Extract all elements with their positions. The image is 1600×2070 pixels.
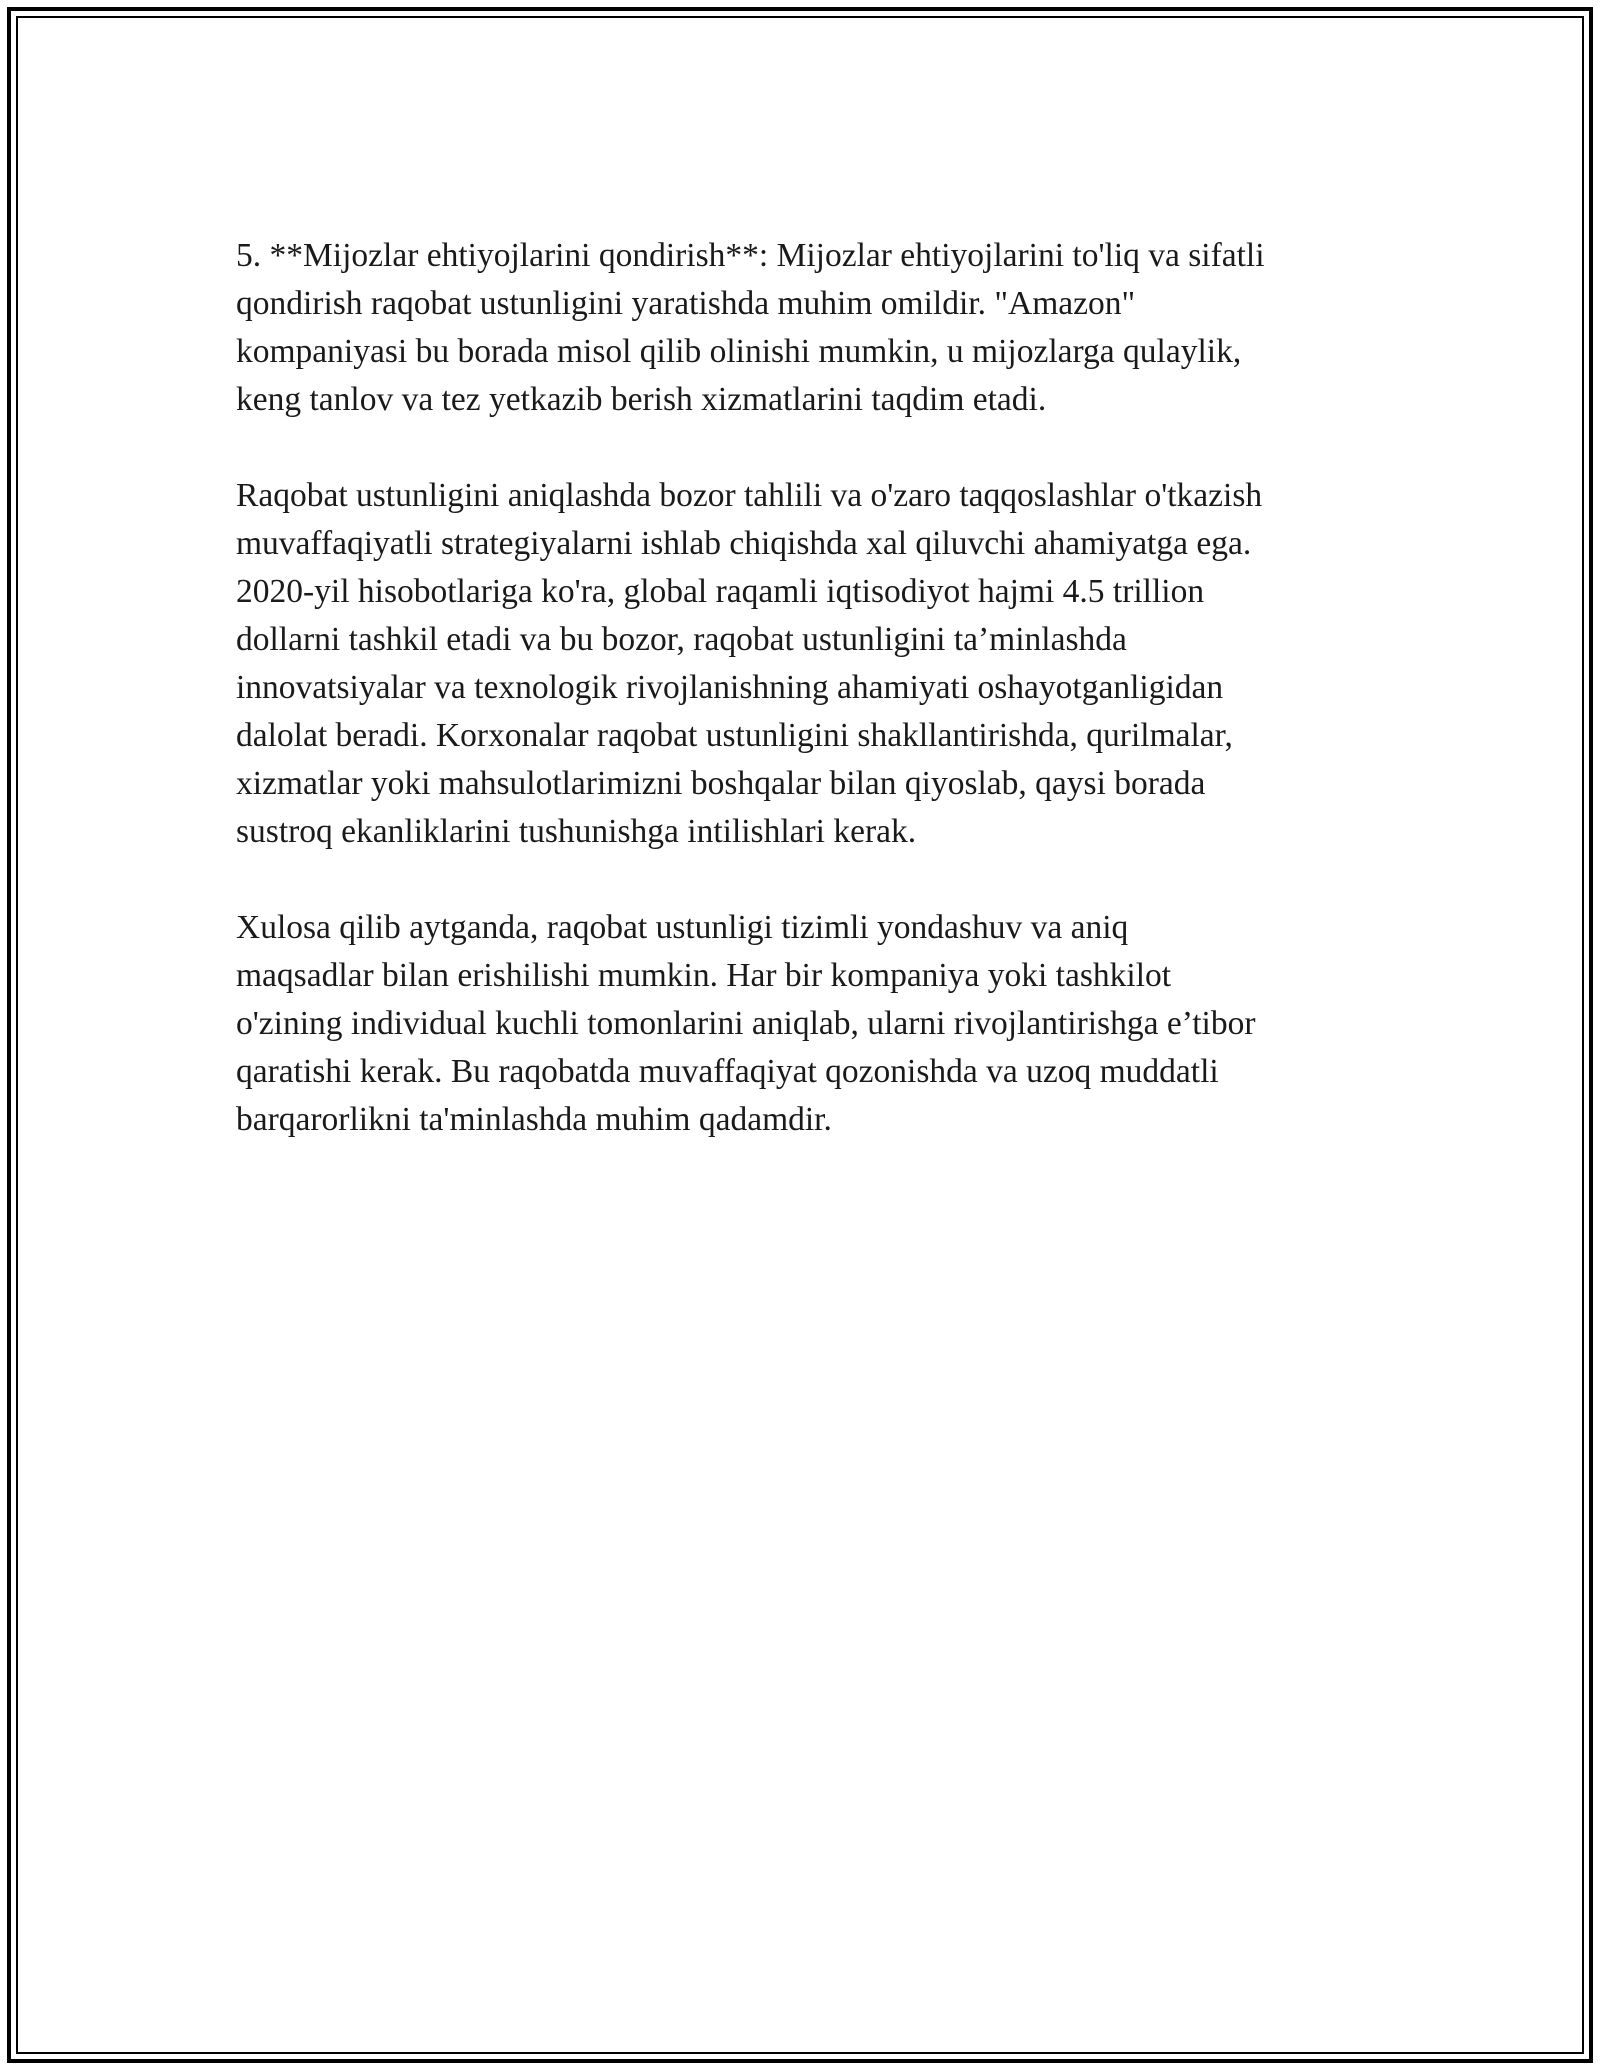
paragraph-conclusion: Xulosa qilib aytganda, raqobat ustunligi tizimli yondashuv va aniq maqsadlar bilan erishilishi mumkin. Har bir kompaniya yoki tashkilot o'zining individual kuchli tomonlarini aniqlab, ularni rivojlantirishga e’tibor qaratishi kerak. Bu raqobatda muvaffaqiyat qozonishda va uzoq muddatli barqarorlikni ta'minlashda muhim qadamdir. bbox=[236, 909, 1256, 1138]
paragraph-market-analysis: Raqobat ustunligini aniqlashda bozor tahlili va o'zaro taqqoslashlar o'tkazish muvaffaqiyatli strategiyalarni ishlab chiqishda xal qiluvchi ahamiyatga ega. 2020-yil hisobotlariga ko'ra, global raqamli iqtisodiyot hajmi 4.5 trillion dollarni tashkil etadi va bu bozor, raqobat ustunligini ta’minlashda innovatsiyalar va texnologik rivojlanishning ahamiyati oshayotganligidan dalolat beradi. Korxonalar raqobat ustunligini shakllantirishda, qurilmalar, xizmatlar yoki mahsulotlarimizni boshqalar bilan qiyoslab, qaysi borada sustroq ekanliklarini tushunishga intilishlari kerak. bbox=[236, 477, 1263, 850]
document-body bbox=[236, 232, 1376, 1192]
paragraph-customer-needs: 5. **Mijozlar ehtiyojlarini qondirish**: Mijozlar ehtiyojlarini to'liq va sifatli qondirish raqobat ustunligini yaratishda muhim omildir. "Amazon" kompaniyasi bu borada misol qilib olinishi mumkin, u mijozlarga qulaylik, keng tanlov va tez yetkazib berish xizmatlarini taqdim etadi. bbox=[236, 237, 1265, 418]
